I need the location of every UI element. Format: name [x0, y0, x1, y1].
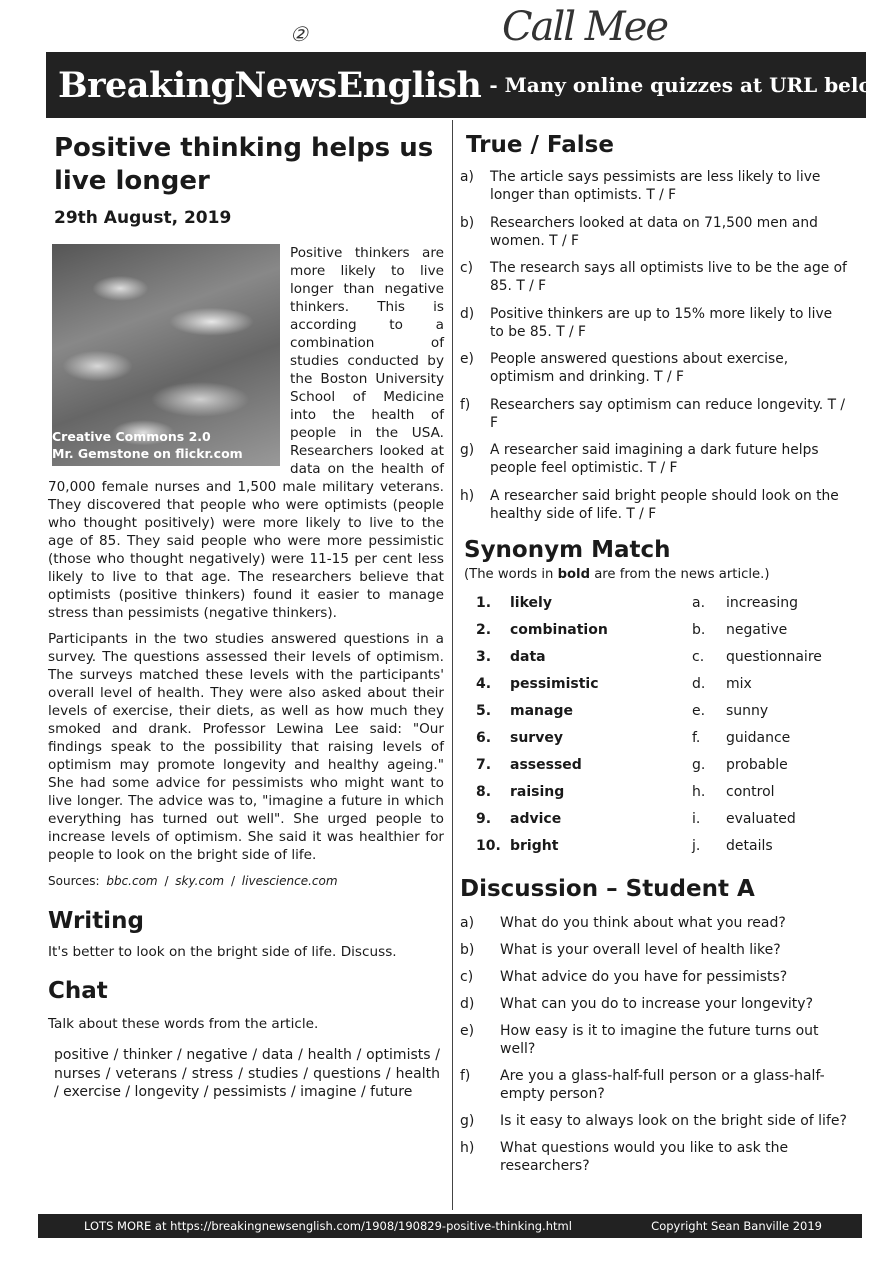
synonym-word: raising [510, 784, 565, 800]
article-paragraph: Participants in the two studies answered questions in a survey. The questions assessed their levels of optimism. The surveys matched these levels with the participants' overall level of health. They were also asked about their levels of exercise, their diets, as well as how much they smoked and drank. Professor Lewina Lee said: "Our findings speak to the possibility that raising levels of optimism may promote longevity and healthy ageing." She had some advice for pessimists who might want to live longer. The advice was to, "imagine a future in which everything has turned out well". She urged people to increase levels of optimism. She said it was healthier for people to look on the bright side of life. [48, 631, 444, 863]
item-text: What can you do to increase your longevity? [500, 995, 814, 1012]
item-text: The research says all optimists live to be the age of 85. T / F [490, 260, 847, 294]
synonym-letter: f. [692, 730, 701, 746]
synonym-letter: i. [692, 811, 701, 827]
item-text: The article says pessimists are less likely to live longer than optimists. T / F [490, 169, 821, 203]
discussion-item [460, 941, 850, 959]
item-text: What do you think about what you read? [500, 914, 786, 931]
item-text: A researcher said bright people should look on the healthy side of life. T / F [490, 487, 839, 522]
synonym-row [476, 644, 850, 671]
true-false-item [460, 305, 850, 341]
item-text: Are you a glass-half-full person or a glass-half-empty person? [500, 1067, 825, 1102]
synonym-table [476, 590, 850, 860]
item-letter: h) [460, 1139, 475, 1156]
discussion-item [460, 1139, 850, 1175]
discussion-item [460, 1067, 850, 1103]
synonym-word: likely [510, 595, 552, 611]
synonym-number: 6. [476, 730, 492, 746]
chat-intro: Talk about these words from the article. [48, 1016, 319, 1032]
synonym-letter: h. [692, 784, 706, 800]
item-letter: g) [460, 442, 475, 458]
synonym-number: 1. [476, 595, 492, 611]
synonym-number: 5. [476, 703, 492, 719]
item-text: Positive thinkers are up to 15% more likely to live to be 85. T / F [490, 305, 833, 340]
item-letter: h) [460, 487, 475, 504]
writing-prompt: It's better to look on the bright side of life. Discuss. [48, 944, 397, 960]
discussion-item [460, 1112, 850, 1130]
synonym-number: 8. [476, 784, 492, 800]
synonym-match: probable [726, 757, 788, 773]
synonym-row [476, 752, 850, 779]
article-body [48, 244, 444, 864]
synonym-letter: g. [692, 757, 706, 773]
synonym-row [476, 698, 850, 725]
synonym-match: negative [726, 622, 788, 638]
writing-heading: Writing [48, 908, 144, 934]
item-text: A researcher said imagining a dark future helps people feel optimistic. T / F [490, 442, 819, 476]
synonym-word: bright [510, 838, 559, 854]
item-text: People answered questions about exercise, optimism and drinking. T / F [490, 351, 789, 385]
synonym-row [476, 671, 850, 698]
synonym-match: sunny [726, 703, 769, 719]
synonym-row [476, 590, 850, 617]
item-text: Researchers say optimism can reduce longevity. T / F [490, 396, 846, 431]
synonym-word: pessimistic [510, 676, 599, 692]
item-letter: d) [460, 305, 475, 322]
true-false-item [460, 259, 850, 295]
synonym-word: survey [510, 730, 563, 746]
discussion-item [460, 995, 850, 1013]
item-letter: e) [460, 1022, 475, 1039]
item-letter: c) [460, 260, 473, 276]
synonym-number: 9. [476, 811, 492, 827]
item-letter: b) [460, 941, 475, 958]
sources-label: Sources: [48, 874, 100, 888]
synonym-letter: d. [692, 676, 706, 692]
item-text: How easy is it to imagine the future turns out well? [500, 1022, 819, 1057]
item-text: What is your overall level of health like? [500, 941, 781, 958]
synonym-letter: a. [692, 595, 706, 611]
synonym-match: mix [726, 676, 752, 692]
chat-heading: Chat [48, 978, 108, 1004]
synonym-word: manage [510, 703, 573, 719]
true-false-heading: True / False [466, 132, 614, 158]
footer-copyright: Copyright Sean Banville 2019 [651, 1219, 822, 1233]
chat-word-list: positive / thinker / negative / data / health / optimists / nurses / veterans / stress / studies / questions / health / exercise / longevity / pessimists / imagine / future [54, 1047, 440, 1100]
article-photo [52, 244, 280, 466]
source-link[interactable]: sky.com [175, 874, 225, 888]
banner-tagline: - Many online quizzes at URL below [489, 73, 890, 97]
discussion-item [460, 1022, 850, 1058]
item-text: What questions would you like to ask the researchers? [500, 1139, 789, 1174]
article-title: Positive thinking helps us live longer [54, 133, 434, 196]
synonym-number: 10. [476, 838, 501, 854]
item-letter: f) [460, 396, 471, 413]
handwritten-mark: ② [290, 22, 308, 46]
synonym-match: questionnaire [726, 649, 822, 665]
footer-bar [38, 1214, 862, 1238]
left-column [48, 132, 444, 1102]
synonym-word: combination [510, 622, 608, 638]
source-link[interactable]: livescience.com [241, 874, 338, 888]
item-text: Researchers looked at data on 71,500 men and women. T / F [490, 214, 818, 249]
synonym-letter: b. [692, 622, 706, 638]
synonym-row [476, 725, 850, 752]
item-text: Is it easy to always look on the bright side of life? [500, 1112, 847, 1129]
item-letter: d) [460, 995, 475, 1012]
synonym-letter: e. [692, 703, 706, 719]
handwritten-name: Call Mee [502, 4, 668, 50]
synonym-word: advice [510, 811, 562, 827]
discussion-heading: Discussion – Student A [460, 875, 755, 902]
synonym-row [476, 833, 850, 860]
footer-url[interactable]: LOTS MORE at https://breakingnewsenglish.com/1908/190829-positive-thinking.html [84, 1219, 572, 1233]
item-letter: g) [460, 1112, 475, 1129]
synonym-match: control [726, 784, 775, 800]
synonym-row [476, 779, 850, 806]
discussion-item [460, 914, 850, 932]
item-letter: b) [460, 214, 475, 231]
synonym-word: assessed [510, 757, 582, 773]
synonym-number: 2. [476, 622, 492, 638]
item-letter: f) [460, 1067, 471, 1084]
item-letter: a) [460, 914, 475, 931]
true-false-item [460, 487, 850, 523]
synonym-number: 3. [476, 649, 492, 665]
right-column [460, 132, 850, 1184]
true-false-item [460, 441, 850, 477]
true-false-item [460, 214, 850, 250]
synonym-letter: j. [692, 838, 701, 854]
site-brand: BreakingNewsEnglish [58, 64, 482, 106]
true-false-list [460, 168, 850, 523]
item-text: What advice do you have for pessimists? [500, 968, 788, 985]
synonym-row [476, 806, 850, 833]
synonym-match: guidance [726, 730, 791, 746]
article-date: 29th August, 2019 [54, 208, 232, 228]
article-paragraph: Positive thinkers are more likely to live longer than negative thinkers. This is according to a combination of studies conducted by the Boston University School of Medicine into the health of people in the USA. Researchers looked at data on the health of 70,000 female nurses and 1,500 male military veterans. They discovered that people who were optimists (people who thought positively) were more likely to live to the age of 85. They said people who were more pessimistic (those who thought negatively) were 11-15 per cent less likely to live to that age. The researchers believe that optimists (positive thinkers) found it easier to manage stress than pessimists (negative thinkers). [48, 245, 444, 621]
synonym-number: 4. [476, 676, 492, 692]
synonym-match: increasing [726, 595, 799, 611]
source-link[interactable]: bbc.com [106, 874, 158, 888]
sources-line: Sources: bbc.com / sky.com / livescience.com [48, 874, 338, 888]
photo-credit: Creative Commons 2.0 Mr. Gemstone on flickr.com [52, 429, 243, 461]
header-banner [46, 52, 890, 118]
true-false-item [460, 168, 850, 204]
synonym-letter: c. [692, 649, 705, 665]
synonym-match: evaluated [726, 811, 796, 827]
synonym-word: data [510, 649, 546, 665]
item-letter: c) [460, 968, 474, 985]
synonym-note: (The words in bold are from the news article.) [464, 566, 770, 582]
synonym-number: 7. [476, 757, 492, 773]
discussion-list [460, 914, 850, 1175]
synonym-match: details [726, 838, 773, 854]
synonym-row [476, 617, 850, 644]
true-false-item [460, 350, 850, 386]
synonym-heading: Synonym Match [464, 536, 671, 563]
discussion-item [460, 968, 850, 986]
true-false-item [460, 396, 850, 432]
item-letter: a) [460, 169, 474, 185]
column-divider [452, 120, 453, 1210]
item-letter: e) [460, 351, 474, 367]
